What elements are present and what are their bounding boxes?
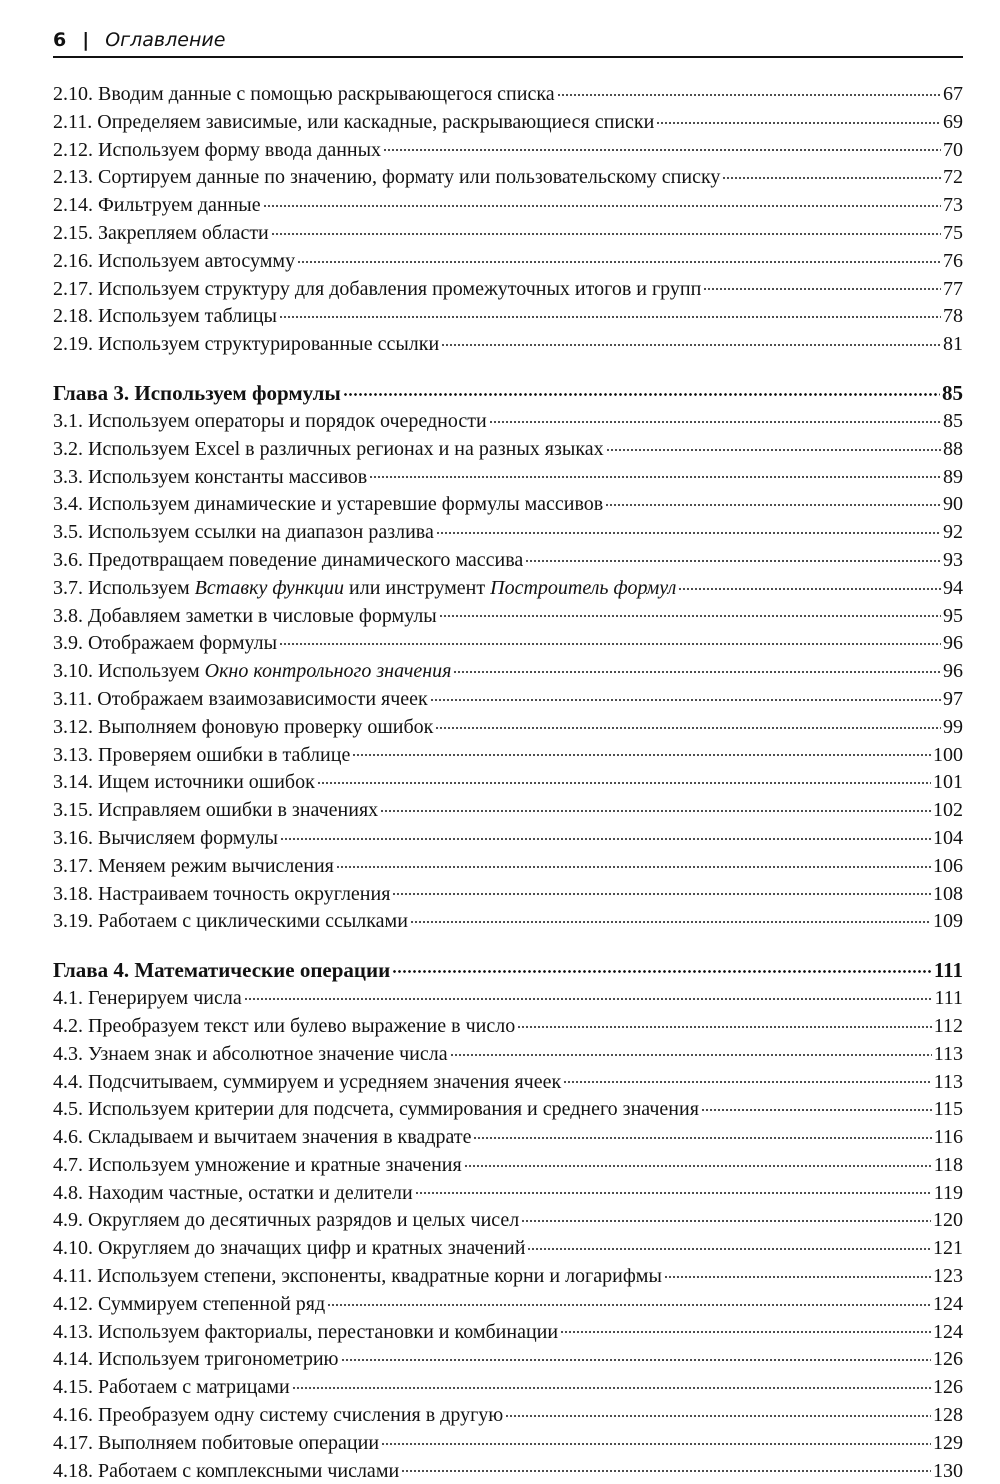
toc-entry[interactable]: [53, 1401, 963, 1429]
dot-leader: [605, 490, 941, 510]
toc-entry[interactable]: [53, 435, 963, 463]
page-ref: 70: [943, 138, 963, 161]
dot-leader: [453, 657, 941, 677]
dot-leader: [341, 1345, 932, 1365]
toc-entry[interactable]: [53, 108, 963, 136]
dot-leader: [401, 1457, 931, 1477]
dot-leader: [701, 1095, 932, 1115]
toc-entry[interactable]: [53, 247, 963, 275]
dot-leader: [410, 907, 931, 927]
toc-entry-title: 4.8. Находим частные, остатки и делители: [53, 1181, 413, 1204]
page-ref: 120: [933, 1209, 963, 1232]
page-ref: 94: [943, 576, 963, 599]
page-header: [53, 26, 963, 58]
page-ref: 108: [933, 882, 963, 905]
toc-entry-title: 4.18. Работаем с комплексными числами: [53, 1459, 400, 1482]
toc-entry[interactable]: [53, 163, 963, 191]
page-ref: 118: [933, 1153, 963, 1176]
toc-entry[interactable]: [53, 1429, 963, 1457]
page-ref: 77: [943, 277, 963, 300]
page-ref: 128: [933, 1404, 963, 1427]
toc-entry-title: 4.2. Преобразуем текст или булево выражение в число: [53, 1014, 516, 1037]
dot-leader: [280, 824, 931, 844]
dot-leader: [557, 80, 941, 100]
chapter-title: Глава 3. Используем формулы: [53, 380, 341, 405]
page-ref: 112: [933, 1014, 963, 1037]
toc-entry-title: 3.15. Исправляем ошибки в значениях: [53, 799, 379, 822]
dot-leader: [415, 1179, 932, 1199]
page-ref: 85: [942, 380, 963, 405]
toc-entry[interactable]: [53, 330, 963, 358]
page-ref: 111: [933, 958, 963, 983]
toc-entry[interactable]: [53, 407, 963, 435]
dot-leader: [656, 108, 941, 128]
toc-entry[interactable]: [53, 602, 963, 630]
dot-leader: [383, 136, 941, 156]
page-ref: 109: [933, 910, 963, 933]
page-ref: 72: [943, 166, 963, 189]
dot-leader: [392, 880, 931, 900]
page-ref: 130: [933, 1459, 963, 1482]
toc-entry[interactable]: [53, 1318, 963, 1346]
page-ref: 115: [933, 1098, 963, 1121]
page-ref: 78: [943, 305, 963, 328]
page-ref: 67: [943, 83, 963, 105]
page-ref: 97: [943, 687, 963, 710]
toc-entry[interactable]: [53, 1151, 963, 1179]
dot-leader: [336, 852, 931, 872]
toc-entry[interactable]: [53, 741, 963, 769]
page-ref: 88: [943, 437, 963, 460]
page-ref: 104: [933, 826, 963, 849]
toc-entry-title: 4.5. Используем критерии для подсчета, суммирования и среднего значения: [53, 1098, 699, 1121]
toc-entry-title: 2.17. Используем структуру для добавления промежуточных итогов и групп: [53, 277, 702, 300]
toc-entry-title: 3.14. Ищем источники ошибок: [53, 771, 315, 794]
toc-entry-title: 3.6. Предотвращаем поведение динамического массива: [53, 548, 524, 571]
toc-entry-title: 3.5. Используем ссылки на диапазон разлива: [53, 521, 434, 544]
toc-entry[interactable]: [53, 1373, 963, 1401]
dot-leader: [450, 1040, 932, 1060]
dot-leader: [292, 1373, 931, 1393]
dot-leader: [435, 713, 941, 733]
dot-leader: [521, 1206, 931, 1226]
toc-entry-title: 3.8. Добавляем заметки в числовые формулы: [53, 604, 437, 627]
toc-entry[interactable]: [53, 685, 963, 713]
dot-leader: [263, 191, 941, 211]
toc-entry-title: 3.11. Отображаем взаимозависимости ячеек: [53, 687, 428, 710]
toc-entry[interactable]: [53, 1179, 963, 1207]
toc-entry-title: 4.12. Суммируем степенной ряд: [53, 1292, 326, 1315]
table-of-contents: [53, 80, 963, 1484]
toc-entry[interactable]: [53, 546, 963, 574]
toc-entry-title: 3.18. Настраиваем точность округления: [53, 882, 391, 905]
italic-term: Вставку функции: [194, 576, 345, 599]
running-title: Оглавление: [105, 29, 226, 51]
toc-entry[interactable]: [53, 907, 963, 935]
page-ref: 106: [933, 854, 963, 877]
toc-entry-title: 4.7. Используем умножение и кратные значения: [53, 1153, 462, 1176]
dot-leader: [441, 330, 941, 350]
page-ref: 129: [933, 1431, 963, 1454]
page-ref: 92: [943, 521, 963, 544]
dot-leader: [563, 1068, 932, 1088]
toc-entry[interactable]: [53, 768, 963, 796]
toc-entry-title: 3.13. Проверяем ошибки в таблице: [53, 743, 351, 766]
toc-entry[interactable]: [53, 518, 963, 546]
toc-entry-title: 4.6. Складываем и вычитаем значения в квадрате: [53, 1126, 472, 1149]
toc-entry[interactable]: [53, 1262, 963, 1290]
dot-leader: [369, 463, 941, 483]
dot-leader: [380, 796, 931, 816]
toc-entry-title: 2.15. Закрепляем области: [53, 221, 269, 244]
toc-entry[interactable]: [53, 713, 963, 741]
toc-entry-title: 4.14. Используем тригонометрию: [53, 1348, 339, 1371]
dot-leader: [664, 1262, 931, 1282]
toc-entry[interactable]: [53, 880, 963, 908]
dot-leader: [279, 629, 941, 649]
dot-leader: [343, 379, 940, 400]
toc-entry[interactable]: [53, 1095, 963, 1123]
toc-entry-title: 3.12. Выполняем фоновую проверку ошибок: [53, 715, 434, 738]
dot-leader: [430, 685, 941, 705]
dot-leader: [317, 768, 931, 788]
page-ref: 111: [934, 987, 963, 1010]
chapter-title: Глава 4. Математические операции: [53, 958, 391, 983]
page-number: 6: [53, 29, 67, 51]
toc-entry-title: [53, 659, 451, 685]
dot-leader: [722, 163, 941, 183]
toc-entry[interactable]: [53, 1068, 963, 1096]
toc-entry-title: 2.16. Используем автосумму: [53, 249, 296, 272]
page-ref: 75: [943, 221, 963, 244]
toc-entry-title: 4.4. Подсчитываем, суммируем и усредняем значения ячеек: [53, 1070, 562, 1093]
toc-entry[interactable]: [53, 1290, 963, 1318]
toc-entry[interactable]: [53, 984, 963, 1012]
toc-entry[interactable]: [53, 824, 963, 852]
toc-entry-title: 4.9. Округляем до десятичных разрядов и целых чисел: [53, 1209, 520, 1232]
toc-entry[interactable]: [53, 80, 963, 108]
dot-leader: [271, 219, 941, 239]
title-text: 3.7. Используем: [53, 576, 195, 599]
toc-entry-title: 3.3. Используем константы массивов: [53, 465, 368, 488]
toc-entry[interactable]: [53, 136, 963, 164]
italic-term: Построитель формул: [490, 576, 677, 599]
page-ref: 119: [933, 1181, 963, 1204]
toc-entry-title: 4.15. Работаем с матрицами: [53, 1376, 290, 1399]
toc-entry[interactable]: [53, 574, 963, 602]
toc-entry-title: 2.11. Определяем зависимые, или каскадные, раскрывающиеся списки: [53, 110, 655, 133]
toc-entry[interactable]: [53, 1457, 963, 1484]
toc-entry-title: 4.1. Генерируем числа: [53, 987, 242, 1010]
toc-entry-title: 3.4. Используем динамические и устаревшие формулы массивов: [53, 493, 604, 516]
page-ref: 90: [943, 493, 963, 516]
toc-entry-title: 2.19. Используем структурированные ссылки: [53, 333, 440, 356]
dot-leader: [352, 741, 931, 761]
toc-entry-title: 3.1. Используем операторы и порядок очередности: [53, 409, 487, 432]
dot-leader: [392, 956, 932, 977]
dot-leader: [436, 518, 941, 538]
dot-leader: [439, 602, 941, 622]
title-text: 3.10. Используем: [53, 660, 205, 683]
page-ref: 121: [933, 1237, 963, 1260]
page-ref: 116: [933, 1126, 963, 1149]
toc-entry-title: 2.13. Сортируем данные по значению, формату или пользовательскому списку: [53, 166, 721, 189]
page-ref: 126: [933, 1376, 963, 1399]
page-ref: 124: [933, 1320, 963, 1343]
header-separator: |: [82, 29, 90, 51]
dot-leader: [489, 407, 941, 427]
toc-entry[interactable]: [53, 219, 963, 247]
toc-entry[interactable]: [53, 302, 963, 330]
toc-entry-title: 3.16. Вычисляем формулы: [53, 826, 278, 849]
toc-entry[interactable]: [53, 490, 963, 518]
page-ref: 69: [943, 110, 963, 133]
toc-entry[interactable]: [53, 657, 963, 685]
toc-entry-title: 3.2. Используем Excel в различных регионах и на разных языках: [53, 437, 604, 460]
chapter-heading[interactable]: [53, 379, 963, 407]
page-ref: 113: [933, 1070, 963, 1093]
dot-leader: [279, 302, 941, 322]
toc-entry[interactable]: [53, 1123, 963, 1151]
chapter-heading[interactable]: [53, 956, 963, 984]
title-text: или инструмент: [344, 576, 491, 599]
italic-term: Окно контрольного значения: [204, 660, 452, 683]
page-ref: 73: [943, 194, 963, 217]
toc-entry-title: 4.16. Преобразуем одну систему счисления в другую: [53, 1404, 504, 1427]
dot-leader: [678, 574, 941, 594]
toc-entry[interactable]: [53, 852, 963, 880]
dot-leader: [525, 546, 941, 566]
toc-entry[interactable]: [53, 629, 963, 657]
page-ref: 99: [943, 715, 963, 738]
page-ref: 100: [933, 743, 963, 766]
page-ref: 96: [943, 660, 963, 683]
toc-entry[interactable]: [53, 463, 963, 491]
page-ref: 113: [933, 1042, 963, 1065]
toc-entry-title: [53, 576, 676, 602]
toc-entry[interactable]: [53, 275, 963, 303]
page-ref: 123: [933, 1265, 963, 1288]
toc-entry-title: 2.10. Вводим данные с помощью раскрывающегося списка: [53, 83, 555, 105]
toc-entry[interactable]: [53, 1234, 963, 1262]
page-ref: 95: [943, 604, 963, 627]
page-ref: 124: [933, 1292, 963, 1315]
toc-entry-title: 3.17. Меняем режим вычисления: [53, 854, 334, 877]
toc-entry[interactable]: [53, 796, 963, 824]
page-ref: 101: [933, 771, 963, 794]
toc-entry-title: 4.13. Используем факториалы, перестановки и комбинации: [53, 1320, 559, 1343]
dot-leader: [244, 984, 933, 1004]
dot-leader: [517, 1012, 932, 1032]
page-ref: 126: [933, 1348, 963, 1371]
toc-entry[interactable]: [53, 191, 963, 219]
dot-leader: [464, 1151, 932, 1171]
toc-entry-title: 3.19. Работаем с циклическими ссылками: [53, 910, 408, 933]
dot-leader: [381, 1429, 931, 1449]
page-ref: 85: [943, 409, 963, 432]
dot-leader: [606, 435, 941, 455]
toc-entry-title: 3.9. Отображаем формулы: [53, 632, 278, 655]
page-ref: 96: [943, 632, 963, 655]
toc-entry-title: 4.10. Округляем до значащих цифр и кратных значений: [53, 1237, 526, 1260]
toc-entry[interactable]: [53, 1012, 963, 1040]
toc-entry-title: 2.12. Используем форму ввода данных: [53, 138, 382, 161]
dot-leader: [505, 1401, 931, 1421]
dot-leader: [527, 1234, 931, 1254]
toc-entry-title: 4.11. Используем степени, экспоненты, квадратные корни и логарифмы: [53, 1265, 662, 1288]
page-ref: 76: [943, 249, 963, 272]
dot-leader: [327, 1290, 931, 1310]
toc-entry[interactable]: [53, 1345, 963, 1373]
dot-leader: [703, 275, 941, 295]
dot-leader: [297, 247, 941, 267]
toc-entry-title: 4.17. Выполняем побитовые операции: [53, 1431, 380, 1454]
page-ref: 81: [943, 333, 963, 356]
dot-leader: [560, 1318, 931, 1338]
toc-entry-title: 4.3. Узнаем знак и абсолютное значение числа: [53, 1042, 448, 1065]
toc-entry[interactable]: [53, 1206, 963, 1234]
dot-leader: [473, 1123, 931, 1143]
toc-entry-title: 2.18. Используем таблицы: [53, 305, 277, 328]
page-ref: 102: [933, 799, 963, 822]
toc-entry-title: 2.14. Фильтруем данные: [53, 194, 261, 217]
page-ref: 89: [943, 465, 963, 488]
page-ref: 93: [943, 548, 963, 571]
toc-entry[interactable]: [53, 1040, 963, 1068]
